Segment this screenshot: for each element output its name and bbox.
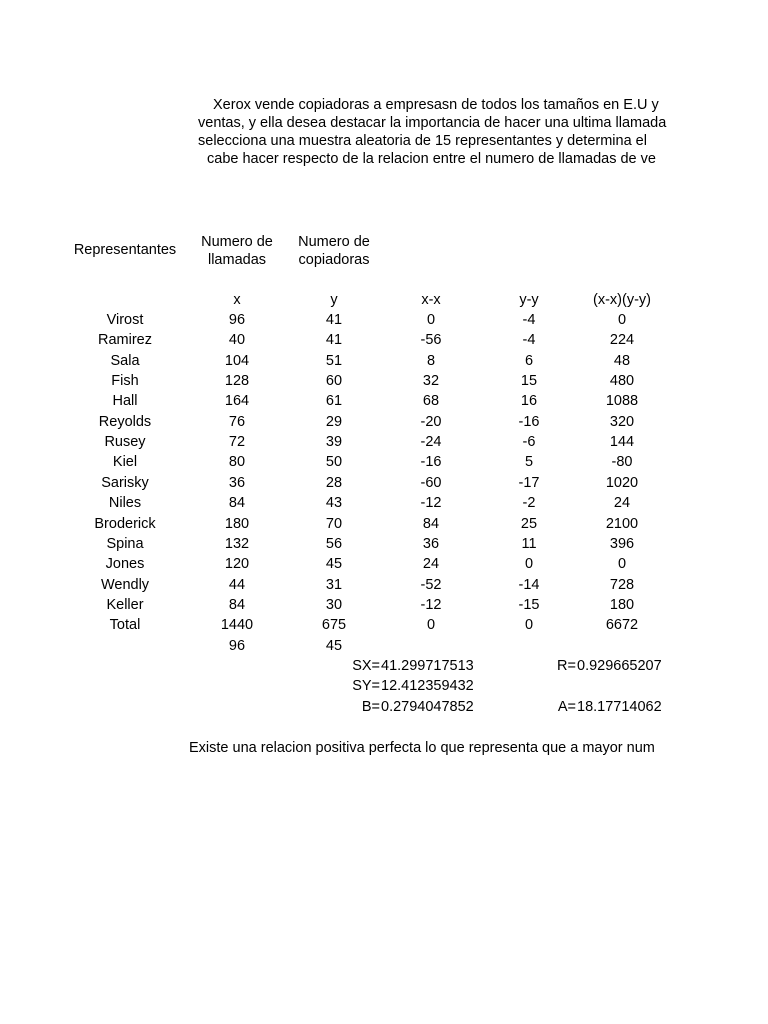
sx-value: 41.299717513 (381, 658, 474, 674)
cell-y-dev: 0 (524, 617, 534, 633)
cell-copiadoras: 56 (325, 536, 343, 552)
header-copiadoras-line1: Numero de (298, 234, 370, 250)
b-value: 0.2794047852 (381, 699, 474, 715)
a-value: 18.17714062 (577, 699, 662, 715)
cell-llamadas: 84 (228, 495, 246, 511)
cell-x-dev: 0 (426, 617, 436, 633)
cell-y-dev: 6 (524, 353, 534, 369)
cell-product: 728 (609, 577, 635, 593)
subheader-x: x (233, 292, 241, 308)
cell-product: 0 (617, 556, 627, 572)
cell-llamadas: 44 (228, 577, 246, 593)
cell-representante: Ramirez (98, 332, 152, 348)
cell-y-dev: 11 (521, 536, 537, 552)
cell-copiadoras: 41 (325, 332, 343, 348)
mean-x: 96 (228, 638, 246, 654)
intro-line: Xerox vende copiadoras a empresasn de todos los tamaños en E.U y (213, 97, 659, 113)
header-llamadas-line2: llamadas (207, 252, 267, 268)
cell-copiadoras: 29 (325, 414, 343, 430)
cell-representante: Fish (111, 373, 139, 389)
cell-representante: Rusey (104, 434, 146, 450)
subheader-product: (x-x)(y-y) (593, 292, 651, 308)
cell-x-dev: -16 (420, 454, 442, 470)
cell-y-dev: -15 (518, 597, 540, 613)
cell-representante: Virost (106, 312, 144, 328)
cell-x-dev: 8 (426, 353, 436, 369)
cell-x-dev: -20 (420, 414, 442, 430)
cell-representante: Sala (110, 353, 140, 369)
cell-product: 0 (617, 312, 627, 328)
cell-llamadas: 40 (228, 332, 246, 348)
cell-representante: Reyolds (98, 414, 152, 430)
r-label: R= (557, 658, 576, 674)
cell-llamadas: 96 (228, 312, 246, 328)
a-label: A= (557, 699, 576, 715)
cell-copiadoras: 60 (325, 373, 343, 389)
cell-copiadoras: 70 (325, 516, 343, 532)
cell-copiadoras: 675 (321, 617, 347, 633)
cell-x-dev: 84 (422, 516, 440, 532)
cell-product: 320 (609, 414, 635, 430)
cell-x-dev: -56 (420, 332, 442, 348)
cell-llamadas: 1440 (220, 617, 254, 633)
header-representantes: Representantes (73, 242, 177, 258)
cell-llamadas: 164 (224, 393, 250, 409)
sy-label: SY= (352, 678, 380, 694)
cell-product: 1020 (605, 475, 639, 491)
cell-product: 2100 (605, 516, 639, 532)
b-label: B= (361, 699, 380, 715)
cell-copiadoras: 30 (325, 597, 343, 613)
cell-representante: Hall (112, 393, 138, 409)
subheader-y: y (330, 292, 338, 308)
cell-y-dev: -6 (522, 434, 536, 450)
cell-x-dev: -12 (420, 495, 442, 511)
cell-product: 480 (609, 373, 635, 389)
cell-product: 24 (613, 495, 631, 511)
cell-y-dev: -2 (522, 495, 536, 511)
cell-copiadoras: 39 (325, 434, 343, 450)
cell-product: 224 (609, 332, 635, 348)
cell-representante: Kiel (112, 454, 138, 470)
cell-representante: Sarisky (101, 475, 149, 491)
intro-line: cabe hacer respecto de la relacion entre el numero de llamadas de ve (207, 151, 656, 167)
cell-copiadoras: 31 (325, 577, 343, 593)
r-value: 0.929665207 (577, 658, 662, 674)
cell-llamadas: 132 (224, 536, 250, 552)
cell-llamadas: 72 (228, 434, 246, 450)
cell-copiadoras: 45 (325, 556, 343, 572)
cell-representante: Spina (106, 536, 144, 552)
cell-copiadoras: 43 (325, 495, 343, 511)
cell-llamadas: 76 (228, 414, 246, 430)
cell-llamadas: 80 (228, 454, 246, 470)
cell-product: 48 (613, 353, 631, 369)
cell-llamadas: 120 (224, 556, 250, 572)
cell-copiadoras: 41 (325, 312, 343, 328)
mean-y: 45 (325, 638, 343, 654)
cell-llamadas: 104 (224, 353, 250, 369)
cell-representante: Niles (108, 495, 142, 511)
cell-x-dev: 24 (422, 556, 440, 572)
cell-product: 180 (609, 597, 635, 613)
cell-y-dev: 16 (520, 393, 538, 409)
header-llamadas-line1: Numero de (201, 234, 273, 250)
conclusion-text: Existe una relacion positiva perfecta lo que representa que a mayor num (189, 740, 655, 756)
cell-x-dev: 32 (422, 373, 440, 389)
cell-x-dev: 36 (422, 536, 440, 552)
cell-x-dev: -52 (420, 577, 442, 593)
cell-product: 6672 (605, 617, 639, 633)
cell-representante: Keller (106, 597, 144, 613)
cell-llamadas: 36 (228, 475, 246, 491)
cell-llamadas: 128 (224, 373, 250, 389)
cell-y-dev: -4 (522, 312, 536, 328)
cell-y-dev: -4 (522, 332, 536, 348)
cell-copiadoras: 28 (325, 475, 343, 491)
subheader-x-dev: x-x (421, 292, 441, 308)
cell-x-dev: -24 (420, 434, 442, 450)
cell-x-dev: 0 (426, 312, 436, 328)
cell-copiadoras: 50 (325, 454, 343, 470)
cell-product: -80 (611, 454, 633, 470)
cell-x-dev: -12 (420, 597, 442, 613)
cell-representante: Jones (105, 556, 145, 572)
header-copiadoras-line2: copiadoras (298, 252, 370, 268)
cell-y-dev: 25 (520, 516, 538, 532)
sy-value: 12.412359432 (381, 678, 474, 694)
cell-y-dev: 5 (524, 454, 534, 470)
cell-y-dev: -17 (518, 475, 540, 491)
intro-line: ventas, y ella desea destacar la importancia de hacer una ultima llamada (198, 115, 667, 131)
cell-representante: Broderick (94, 516, 156, 532)
cell-y-dev: 15 (520, 373, 538, 389)
cell-y-dev: -16 (518, 414, 540, 430)
cell-llamadas: 84 (228, 597, 246, 613)
cell-copiadoras: 51 (325, 353, 343, 369)
sx-label: SX= (352, 658, 380, 674)
intro-line: selecciona una muestra aleatoria de 15 representantes y determina el (198, 133, 647, 149)
cell-copiadoras: 61 (325, 393, 343, 409)
cell-product: 396 (609, 536, 635, 552)
subheader-y-dev: y-y (519, 292, 539, 308)
cell-product: 144 (609, 434, 635, 450)
cell-product: 1088 (605, 393, 639, 409)
cell-y-dev: -14 (518, 577, 540, 593)
cell-representante: Total (109, 617, 141, 633)
cell-representante: Wendly (100, 577, 150, 593)
cell-llamadas: 180 (224, 516, 250, 532)
cell-x-dev: -60 (420, 475, 442, 491)
cell-x-dev: 68 (422, 393, 440, 409)
cell-y-dev: 0 (524, 556, 534, 572)
